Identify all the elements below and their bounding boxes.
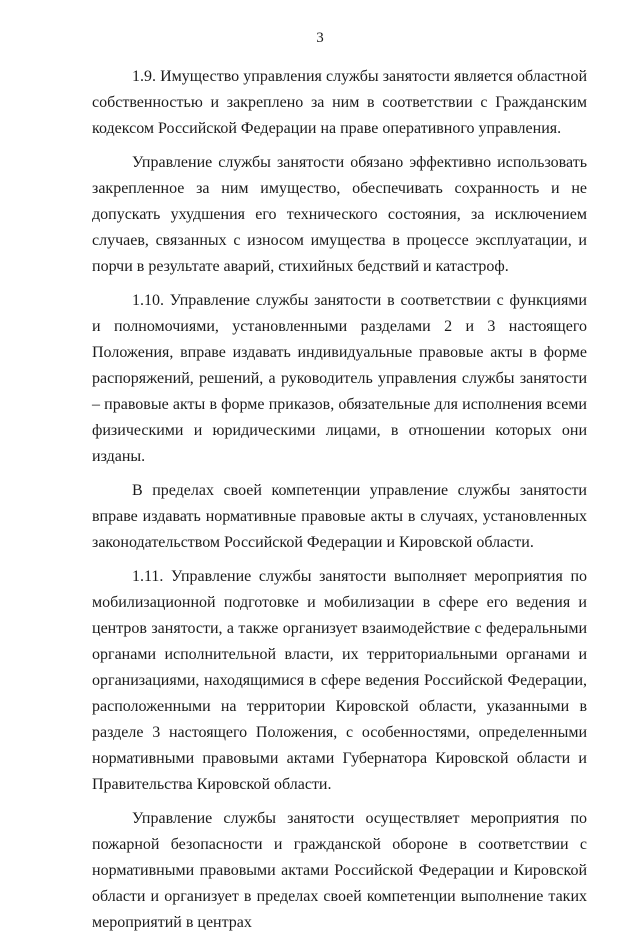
paragraph-1-9: 1.9. Имущество управления службы занятости является областной собственностью и закреплено за ним в соответствии с Гражданским кодексом Российской Федерации на праве оперативного управления. [92,68,587,137]
paragraph-fire-safety: Управление службы занятости осуществляет мероприятия по пожарной безопасности и гражданской обороне в соответствии с нормативными правовыми актами Российской Федерации и Кировской области и организует в пределах своей компетенции выполнение таких мероприятий в центрах [92,810,587,931]
paragraph-property-duty: Управление службы занятости обязано эффективно использовать закрепленное за ним имущество, обеспечивать сохранность и не допускать ухудшения его технического состояния, за исключением случаев, связанных с износом имущества в процессе эксплуатации, и порчи в результате аварий, стихийных бедствий и катастроф. [92,154,587,275]
paragraph-1-10: 1.10. Управление службы занятости в соответствии с функциями и полномочиями, установленными разделами 2 и 3 настоящего Положения, вправе издавать индивидуальные правовые акты в форме распоряжений, решений, а руководитель управления службы занятости – правовые акты в форме приказов, обязательные для исполнения всеми физическими и юридическими лицами, в отношении которых они изданы. [92,292,587,465]
page-number: 3 [316,30,324,46]
paragraph-normative-acts: В пределах своей компетенции управление службы занятости вправе издавать нормативные правовые акты в случаях, установленных законодательством Российской Федерации и Кировской области. [92,482,587,551]
paragraph-1-11: 1.11. Управление службы занятости выполняет мероприятия по мобилизационной подготовке и мобилизации в сфере его ведения и центров занятости, а также организует взаимодействие с федеральными органами исполнительной власти, их территориальными органами и организациями, находящимися в сфере ведения Российской Федерации, расположенными на территории Кировской области, указанными в разделе 3 настоящего Положения, с особенностями, определенными нормативными правовыми актами Губернатора Кировской области и Правительства Кировской области. [92,568,587,793]
document-body [92,64,587,936]
